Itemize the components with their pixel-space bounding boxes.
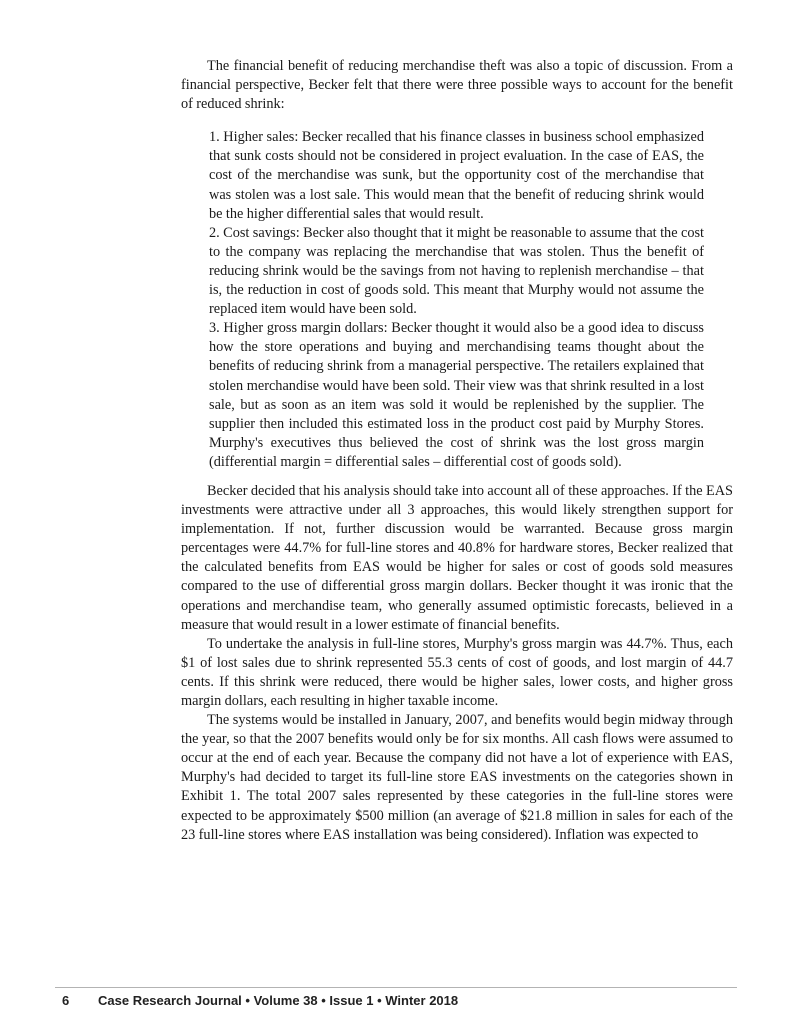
approaches-list bbox=[209, 128, 704, 472]
list-item-cost-savings: 2. Cost savings: Becker also thought that it might be reasonable to assume that the cost to the company was replacing the merchandise that was stolen. Thus the benefit of reducing shrink would be the savings from not having to replenish merchandise – that is, the reduction in cost of goods sold. This meant that Murphy would not assume the replaced item would have been sold. bbox=[209, 224, 704, 318]
journal-citation: Case Research Journal • Volume 38 • Issue 1 • Winter 2018 bbox=[98, 993, 459, 1008]
article-body bbox=[181, 57, 733, 845]
body-paragraph: To undertake the analysis in full-line stores, Murphy's gross margin was 44.7%. Thus, each $1 of lost sales due to shrink represented 55.3 cents of cost of goods, and lost margin of 44.7 cents. If this shrink were reduced, there would be higher sales, lower costs, and higher gross margin dollars, each resulting in higher taxable income. bbox=[181, 635, 733, 709]
page-footer bbox=[62, 993, 458, 1008]
page-number: 6 bbox=[62, 993, 70, 1008]
body-paragraph: The systems would be installed in January, 2007, and benefits would begin midway through the year, so that the 2007 benefits would only be for six months. All cash flows were assumed to occur at the end of each year. Because the company did not have a lot of experience with EAS, Murphy's had decided to target its full-line store EAS investments on the categories shown in Exhibit 1. The total 2007 sales represented by these categories in the full-line stores were expected to be approximately $500 million (an average of $21.8 million in sales for each of the 23 full-line stores where EAS installation was being considered). Inflation was expected to bbox=[181, 712, 733, 843]
footer-divider bbox=[55, 987, 737, 988]
intro-paragraph: The financial benefit of reducing merchandise theft was also a topic of discussion. From a financial perspective, Becker felt that there were three possible ways to account for the benefit of reduced shrink: bbox=[181, 58, 733, 113]
list-item-higher-sales: 1. Higher sales: Becker recalled that his finance classes in business school emphasized that sunk costs should not be considered in project evaluation. In the case of EAS, the cost of the merchandise was sunk, but the opportunity cost of the merchandise that was stolen was a lost sale. This would mean that the benefit of reducing shrink would be the higher differential sales that would result. bbox=[209, 129, 704, 222]
list-item-gross-margin: 3. Higher gross margin dollars: Becker thought it would also be a good idea to discuss how the store operations and buying and merchandising teams thought about the benefits of reducing shrink from a managerial perspective. The retailers explained that stolen merchandise would have been sold. Their view was that shrink resulted in a lost sale, but as soon as an item was sold it would be replenished by the supplier. The supplier then included this estimated loss in the product cost paid by Murphy Stores. Murphy's executives thus believed the cost of shrink was the lost gross margin (differential margin = differential sales – differential cost of goods sold). bbox=[209, 320, 704, 470]
body-paragraph: Becker decided that his analysis should take into account all of these approaches. If the EAS investments were attractive under all 3 approaches, this would likely strengthen support for implementation. If not, further discussion would be warranted. Because gross margin percentages were 44.7% for full-line stores and 40.8% for hardware stores, Becker realized that the calculated benefits from EAS would be higher for sales or cost of goods sold measures compared to the use of differential gross margin dollars. Becker thought it was ironic that the operations and merchandise team, who generally assumed optimistic forecasts, believed in a measure that would result in a lower estimate of financial benefits. bbox=[181, 482, 733, 633]
